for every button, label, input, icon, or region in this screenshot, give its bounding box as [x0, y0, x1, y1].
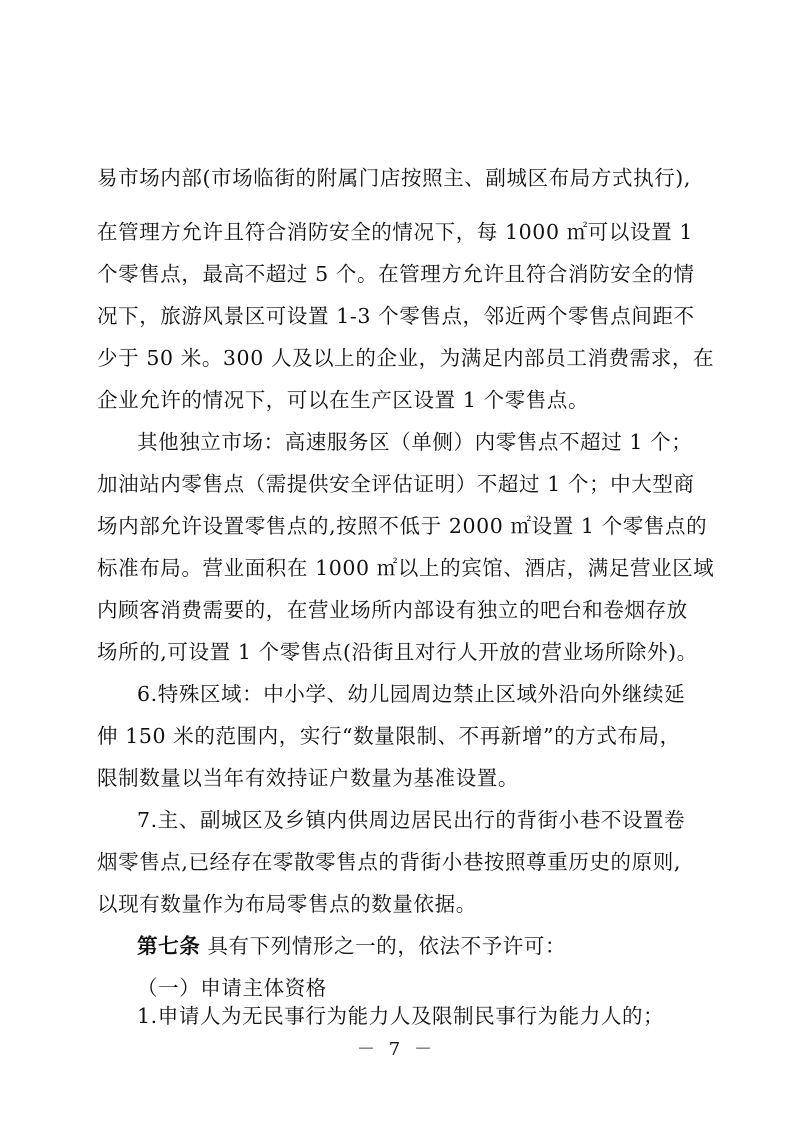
text-line: 况下，旅游风景区可设置 1-3 个零售点，邻近两个零售点间距不	[97, 304, 695, 328]
text-line: 个零售点，最高不超过 5 个。在管理方允许且符合消防安全的情	[97, 262, 695, 286]
text-line: 标准布局。营业面积在 1000 ㎡以上的宾馆、酒店，满足营业区域	[97, 556, 715, 580]
text-line: 限制数量以当年有效持证户数量为基准设置。	[97, 766, 519, 790]
text-line: 内顾客消费需要的，在营业场所内部设有独立的吧台和卷烟存放	[97, 598, 688, 622]
text-line: 加油站内零售点（需提供安全评估证明）不超过 1 个；中大型商	[97, 472, 695, 496]
text-line: 易市场内部(市场临街的附属门店按照主、副城区布局方式执行),	[97, 166, 692, 190]
paragraph-first-line: 6.特殊区域：中小学、幼儿园周边禁止区域外沿向外继续延	[137, 682, 686, 706]
section-heading: （一）申请主体资格	[137, 976, 327, 1000]
text-line: 1.申请人为无民事行为能力人及限制民事行为能力人的；	[137, 1004, 665, 1028]
text-line: 伸 150 米的范围内，实行“数量限制、不再新增”的方式布局，	[97, 724, 681, 748]
article-text: 具有下列情形之一的，依法不予许可：	[207, 934, 567, 958]
text-line: 在管理方允许且符合消防安全的情况下，每 1000 ㎡可以设置 1	[97, 220, 693, 244]
text-line: 场所的,可设置 1 个零售点(沿街且对行人开放的营业场所除外)。	[97, 640, 698, 664]
paragraph-first-line: 其他独立市场：高速服务区（单侧）内零售点不超过 1 个；	[137, 430, 693, 454]
article-heading: 第七条	[137, 934, 201, 958]
text-line: 烟零售点,已经存在零散零售点的背街小巷按照尊重历史的原则,	[97, 850, 681, 874]
paragraph-first-line: 7.主、副城区及乡镇内供周边居民出行的背街小巷不设置卷	[137, 808, 686, 832]
text-line: 企业允许的情况下，可以在生产区设置 1 个零售点。	[97, 388, 590, 412]
text-line: 少于 50 米。300 人及以上的企业，为满足内部员工消费需求，在	[97, 346, 715, 370]
page-number: － 7 －	[357, 1039, 436, 1060]
text-line: 场内部允许设置零售点的,按照不低于 2000 ㎡设置 1 个零售点的	[97, 514, 708, 538]
text-line: 以现有数量作为布局零售点的数量依据。	[97, 892, 477, 916]
article-line	[137, 926, 697, 966]
